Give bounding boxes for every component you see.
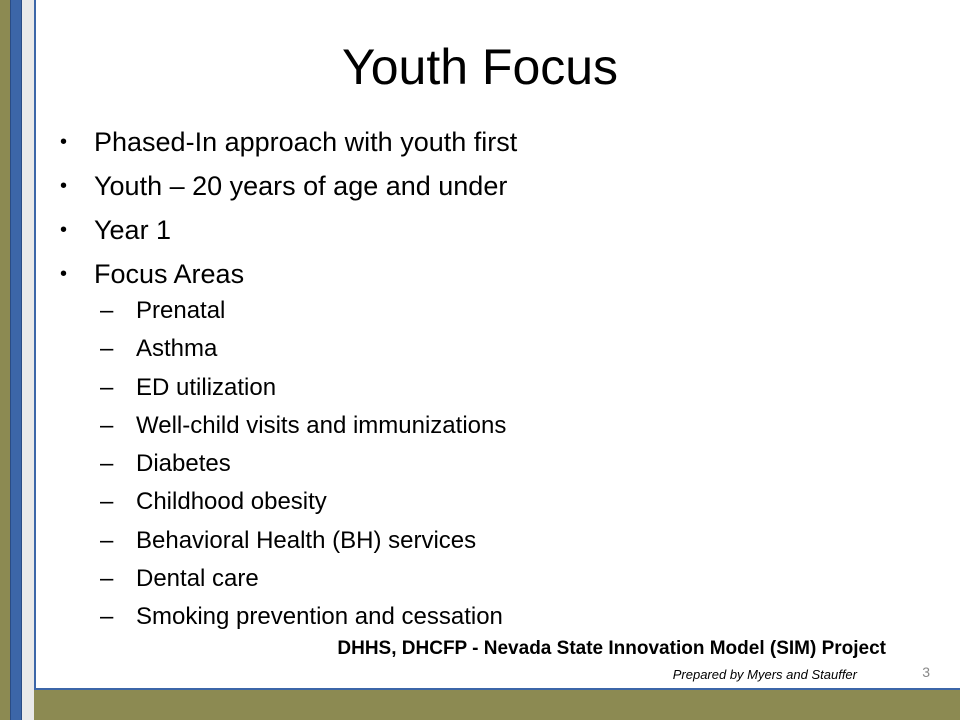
slide-title: Youth Focus [341,39,619,95]
page-number: 3 [922,664,930,680]
sub-bullet-item [94,522,517,560]
dash-icon: – [100,450,114,478]
footer-prepared-by: Prepared by Myers and Stauffer [672,667,857,682]
dash-icon: – [100,526,114,554]
bottom-gold-bar [34,690,960,720]
sub-bullet-item [94,292,517,330]
sub-bullet-item [94,445,517,483]
bullet-icon: • [60,263,68,285]
bullet-icon: • [60,219,68,241]
sub-bullet-text: Behavioral Health (BH) services [136,526,477,554]
sub-bullet-text: Dental care [136,565,259,593]
sub-bullet-item [94,369,517,407]
sub-bullet-text: Childhood obesity [136,488,327,516]
bullet-list [60,120,517,637]
left-blue-border [10,0,22,720]
bullet-text: Focus Areas [94,259,245,289]
dash-icon: – [100,373,114,401]
bullet-text: Phased-In approach with youth first [94,127,518,157]
bullet-text: Year 1 [94,215,172,245]
dash-icon: – [100,565,114,593]
bullet-item [60,208,517,252]
bullet-item [60,164,517,208]
sub-bullet-item [94,560,517,598]
bullet-item [60,120,517,164]
bullet-icon: • [60,175,68,197]
sub-bullet-text: Smoking prevention and cessation [136,603,503,631]
sub-bullet-item [94,407,517,445]
sub-bullet-item [94,483,517,521]
dash-icon: – [100,603,114,631]
sub-bullet-list [94,292,517,637]
sub-bullet-text: ED utilization [136,373,277,401]
dash-icon: – [100,335,114,363]
sub-bullet-item [94,598,517,636]
sub-bullet-text: Asthma [136,335,218,363]
sub-bullet-item [94,330,517,368]
sub-bullet-text: Prenatal [136,297,226,324]
sub-bullet-text: Well-child visits and immunizations [136,411,507,439]
sub-bullet-text: Diabetes [136,450,231,478]
dash-icon: – [100,488,114,516]
left-accent-line [34,0,36,690]
dash-icon: – [100,411,114,439]
bullet-text: Youth – 20 years of age and under [94,171,508,201]
left-gold-border [0,0,10,720]
left-border-gap [22,0,34,720]
dash-icon: – [100,297,114,324]
bullet-item [60,252,517,637]
footer-project-name: DHHS, DHCFP - Nevada State Innovation Model (SIM) Project [337,638,886,659]
bullet-icon: • [60,131,68,153]
